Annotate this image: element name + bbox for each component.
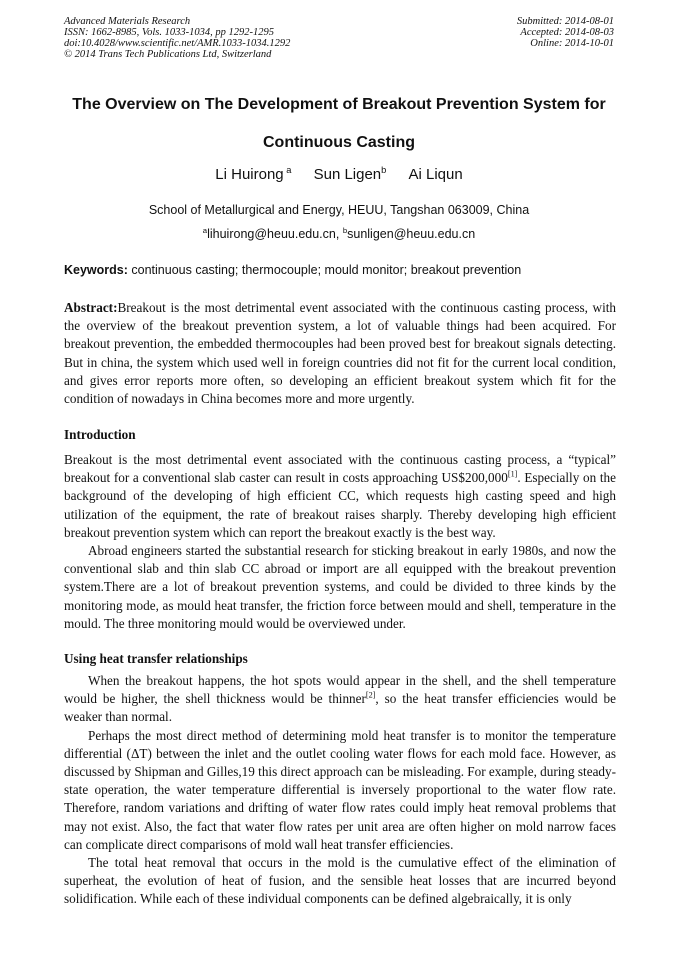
- affiliation-mark: a: [286, 165, 292, 175]
- email-link[interactable]: lihuirong@heuu.edu.cn: [207, 227, 336, 241]
- affiliation-mark: b: [381, 165, 387, 175]
- citation-ref[interactable]: [2]: [365, 690, 376, 700]
- author: Sun Ligen$^b$: [313, 165, 387, 183]
- paragraph: Perhaps the most direct method of determining mold heat transfer is to monitor the temperature differential (ΔT) between the inlet and the outlet cooling water flows for each mold face. However, as discussed by Shipman and Gilles,19 this direct approach can be misleading. For example, during steady-state operation, the water temperature differential is inversely proportional to the water flow rate. Therefore, random variations and drifting of water flow rates could imply heat removal problems that may not exist. Also, the fact that water flow rates per unit area are often higher on mold narrow faces can complicate direct comparisons of mold wall heat transfer efficiencies.: [64, 727, 616, 852]
- paper-title: [40, 86, 638, 162]
- title-line-2: Continuous Casting: [263, 134, 415, 151]
- section-heading-introduction: Introduction: [64, 427, 136, 442]
- keywords: [64, 263, 616, 277]
- author: Ai Liqun: [408, 166, 463, 183]
- abstract-text: Breakout is the most detrimental event associated with the continuous casting process, with the overview of the breakout prevention system, a lot of valuable things had been acquired. For breakout prevention, the embedded thermocouples had been proved best for breakout signals detecting. But in china, the system which used well in foreign countries did not fit for the current local condition, and gives error reports more often, so developing an efficient breakout system which fit for the condition of nowadays in China becomes more and more urgently.: [64, 300, 616, 407]
- author-list: [40, 166, 638, 183]
- title-line-1: The Overview on The Development of Breakout Prevention System for: [72, 96, 606, 113]
- paragraph: Abroad engineers started the substantial research for sticking breakout in early 1980s, and now the conventional slab and thin slab CC abroad or import are all equipped with the breakout prevention system.There are a lot of breakout prevention systems, and could be divided to three kinds by the monitoring mode, as mould heat transfer, the friction force between mould and shell, temperature in the mould. The three monitoring mould would be overviewed under.: [64, 543, 616, 631]
- accepted-date: Accepted: 2014-08-03: [520, 27, 614, 38]
- citation-ref[interactable]: [1]: [507, 469, 518, 479]
- email-link[interactable]: sunligen@heuu.edu.cn: [347, 227, 476, 241]
- affiliation: School of Metallurgical and Energy, HEUU, Tangshan 063009, China: [148, 203, 530, 217]
- online-date: Online: 2014-10-01: [530, 38, 614, 49]
- paragraph: The total heat removal that occurs in the mold is the cumulative effect of the elimination of superheat, the evolution of heat of fusion, and the sensible heat losses that are incurred beyond solidification. While each of these individual components can be defined algebraically, it is only: [64, 855, 616, 907]
- issn-line: ISSN: 1662-8985, Vols. 1033-1034, pp 1292-1295: [64, 27, 274, 38]
- heat-transfer-body: [64, 672, 616, 909]
- section-heading-heat-transfer: Using heat transfer relationships: [64, 651, 248, 666]
- keywords-label: Keywords:: [64, 263, 128, 277]
- author: Li Huirong $^a$: [215, 165, 292, 183]
- doi-line: doi:10.4028/www.scientific.net/AMR.1033-1034.1292: [64, 38, 291, 49]
- journal-header-left: [64, 16, 290, 60]
- journal-header-right: [517, 16, 614, 49]
- submitted-date: Submitted: 2014-08-01: [516, 16, 614, 27]
- copyright-line: © 2014 Trans Tech Publications Ltd, Switzerland: [64, 49, 272, 60]
- paragraph: When the breakout happens, the hot spots would appear in the shell, and the shell temperature would be higher, the shell thickness would be thinner[2], so the heat transfer efficiencies would be weaker than normal.: [64, 673, 616, 725]
- abstract: [64, 299, 616, 408]
- keywords-text: continuous casting; thermocouple; mould monitor; breakout prevention: [131, 263, 522, 277]
- author-emails: $^a$lihuirong@heuu.edu.cn, $^b$sunligen@heuu.edu.cn: [202, 225, 476, 241]
- journal-name: Advanced Materials Research: [64, 16, 191, 27]
- paragraph: Breakout is the most detrimental event associated with the continuous casting process, a “typical” breakout for a conventional slab caster can result in costs approaching US$200,000[1]. Especially on the background of the developing of high efficient CC, which requests high casting speed and high utilization of the equipment, the rate of breakout raises sharply. Thereby developing high efficient breakout prevention system which can report the breakout exactly is the best way.: [64, 452, 616, 540]
- introduction-body: [64, 451, 616, 633]
- abstract-label: Abstract:: [64, 300, 118, 315]
